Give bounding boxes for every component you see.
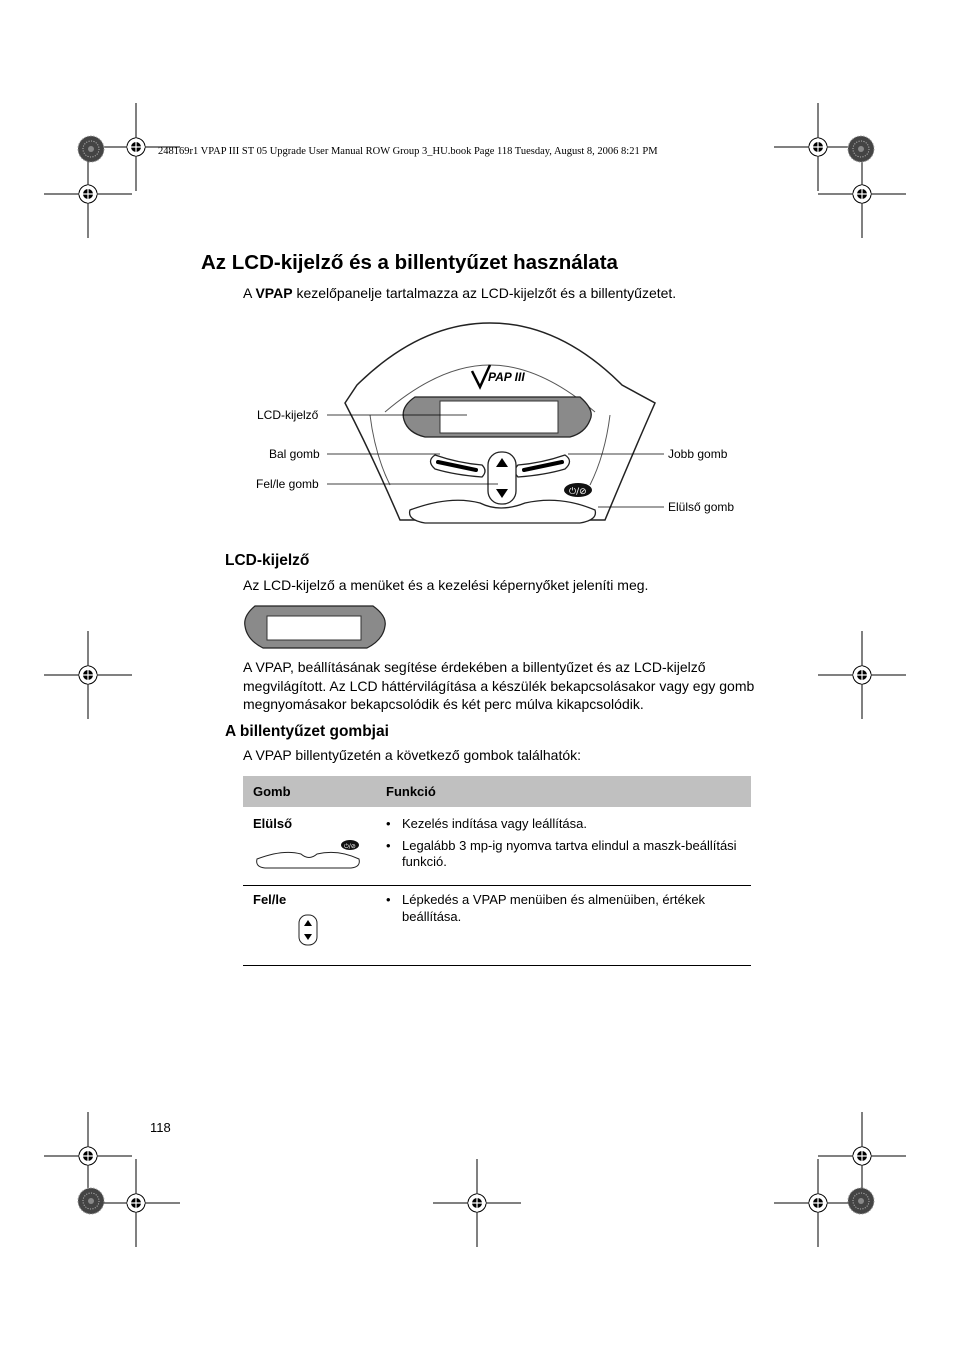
table-cell-function — [376, 886, 751, 966]
table-cell-key — [243, 886, 376, 966]
table-row — [243, 807, 751, 886]
table-header-cell: Gomb — [243, 776, 376, 807]
table-header-cell: Funkció — [376, 776, 751, 807]
function-item: • Legalább 3 mp-ig nyomva tartva elindul a maszk-beállítási funkció. — [386, 838, 741, 871]
keys-heading: A billentyűzet gombjai — [225, 723, 389, 740]
lcd-heading: LCD-kijelző — [225, 552, 310, 569]
keys-table — [243, 776, 751, 966]
page-number: 118 — [150, 1120, 171, 1135]
page-title: Az LCD-kijelző és a billentyűzet használata — [201, 251, 618, 274]
table-header-row — [243, 776, 751, 807]
keys-text: A VPAP billentyűzetén a következő gombok találhatók: — [243, 747, 582, 763]
callout-right-button: Jobb gomb — [668, 447, 728, 461]
front-button-icon — [253, 835, 363, 871]
svg-text:⏻/⊘: ⏻/⊘ — [344, 843, 356, 850]
table-cell-key — [243, 807, 376, 886]
table-row — [243, 886, 751, 966]
function-item: • Lépkedés a VPAP menüiben és almenüiben, értékek beállítása. — [386, 892, 741, 925]
callout-up-down-button: Fel/le gomb — [256, 477, 319, 491]
print-header: 248169r1 VPAP III ST 05 Upgrade User Manual ROW Group 3_HU.book Page 118 Tuesday, August 8, 2006 8:21 PM — [158, 146, 658, 157]
callout-left-button: Bal gomb — [269, 447, 320, 461]
intro-text: A VPAP kezelőpanelje tartalmazza az LCD-kijelzőt és a billentyűzetet. — [243, 285, 677, 301]
svg-text:⏻/⊘: ⏻/⊘ — [569, 487, 587, 497]
svg-text:PAP III: PAP III — [488, 370, 525, 384]
table-cell-function — [376, 807, 751, 886]
callout-lcd: LCD-kijelző — [257, 408, 319, 422]
up-down-button-icon — [253, 911, 363, 949]
backlight-paragraph: A VPAP, beállításának segítése érdekében a billentyűzet és az LCD-kijelző megvilágított. Az LCD háttérvilágítása a készülék bekapcsolásakor vagy egy gomb megnyomásakor bekapcsolódik és két perc múlva kikapcsolódik. — [243, 659, 755, 712]
vpap-bold: VPAP — [255, 285, 293, 301]
lcd-text: Az LCD-kijelző a menüket és a kezelési képernyőket jeleníti meg. — [243, 577, 649, 593]
function-item: • Kezelés indítása vagy leállítása. — [386, 816, 741, 833]
key-name: Fel/le — [253, 892, 287, 907]
lcd-illustration — [243, 604, 388, 652]
callout-front-button: Elülső gomb — [668, 500, 735, 514]
key-name: Elülső — [253, 816, 293, 831]
